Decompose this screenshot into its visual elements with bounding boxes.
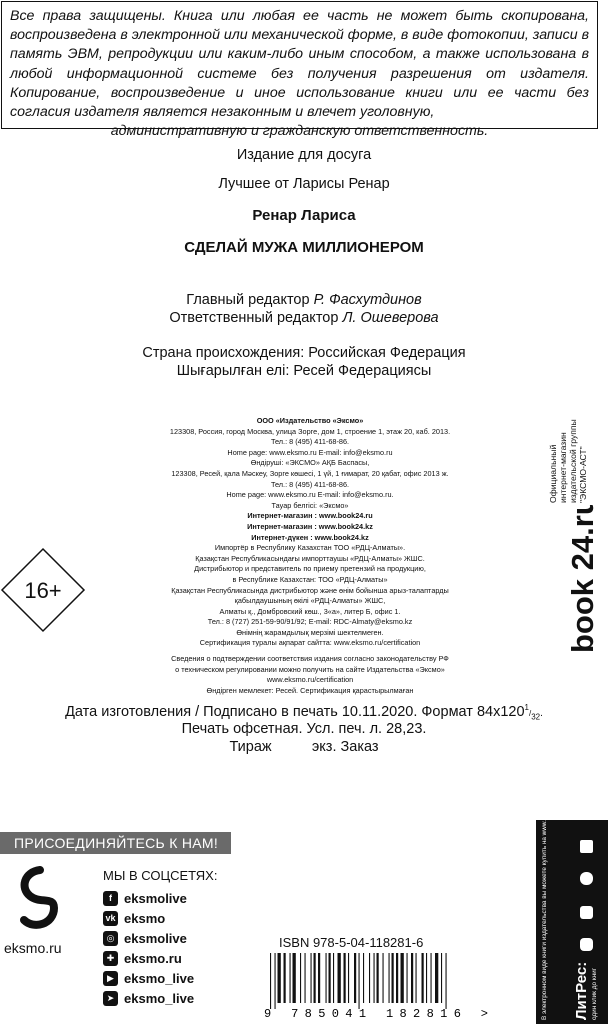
barcode-bar [359, 953, 360, 1009]
copyright-line: записи в память ЭВМ, репродукции или каким-либо иным способом, а также [10, 27, 589, 63]
publisher-imprint [110, 416, 510, 696]
social-handle: eksmo [124, 910, 166, 926]
imprint-line: Тел.: 8 (495) 411-68-86. [270, 437, 350, 447]
social-handle: eksmo_live [124, 990, 195, 1006]
barcode-bar [407, 953, 408, 1003]
barcode-bar [314, 953, 316, 1003]
barcode-bar [311, 953, 312, 1003]
barcode-bar [290, 953, 291, 1003]
store-icons [580, 840, 593, 951]
barcode-bar [326, 953, 327, 1003]
imprint-line: о техническом регулировании можно получить на сайте Издательства «Эксмо» [175, 664, 445, 674]
barcode-bar [401, 953, 404, 1003]
imprint-line: Интернет-магазин : www.book24.ru [247, 511, 373, 521]
instagram-icon: ◎ [103, 931, 118, 946]
copyright-line: административную и гражданскую ответственность. [110, 123, 489, 140]
social-link[interactable] [103, 950, 182, 966]
imprint-line: 123308, Россия, город Москва, улица Зорге, дом 1, строение 1, этаж 20, каб. 2013. [169, 426, 451, 436]
barcode-bar [270, 953, 271, 1009]
social-handle: eksmolive [124, 930, 187, 946]
barcode-bar [383, 953, 384, 1003]
imprint-line: Сведения о подтверждении соответствия издания согласно законодательству РФ [171, 654, 449, 664]
barcode [262, 953, 512, 1019]
print-line-3: Тираж экз. Заказ [229, 739, 379, 755]
imprint-line: в Республике Казахстан: ТОО «РДЦ-Алматы» [232, 574, 388, 584]
barcode-bar [348, 953, 349, 1003]
format-fraction-num: 1 [524, 703, 529, 712]
copyright-notice [1, 1, 598, 140]
print-line-2: Печать офсетная. Усл. печ. л. 28,23. [181, 721, 427, 737]
litres-brand: ЛитРес: [573, 961, 590, 1020]
barcode-bar [318, 953, 320, 1003]
book24-logo [555, 505, 605, 655]
barcode-bar [426, 953, 427, 1003]
ok-icon: ✚ [103, 951, 118, 966]
imprint-line: Өндірген мемлекет: Ресей. Сертификация қарастырылмаған [206, 685, 414, 695]
series-name: Лучшее от Ларисы Ренар [218, 176, 390, 192]
book-title: СДЕЛАЙ МУЖА МИЛЛИОНЕРОМ [184, 239, 424, 256]
copyright-line: Все права защищены. Книга или любая ее часть не может быть скопирована, [10, 8, 589, 24]
social-link[interactable] [103, 970, 194, 986]
side-line: интернет-магазин [558, 432, 568, 503]
chief-editor [0, 292, 608, 308]
litres-tagline: один клик до книг [591, 967, 598, 1020]
imprint-line: Home page: www.eksmo.ru E-mail: info@eksmo.ru [227, 447, 393, 457]
barcode-bar [411, 953, 413, 1003]
origin-ru: Страна происхождения: Российская Федерация [142, 345, 466, 361]
imprint-line: Импортёр в Республику Казахстан ТОО «РДЦ-Алматы». [214, 543, 406, 553]
social-link[interactable] [103, 930, 187, 946]
imprint-line: Қазақстан Республикасында дистрибьютор және өнім бойынша арыз-талаптарды [171, 585, 449, 595]
social-link[interactable] [103, 910, 165, 926]
responsible-editor [0, 310, 608, 326]
barcode-bar [344, 953, 346, 1003]
barcode-bar [278, 953, 281, 1003]
barcode-bar [363, 953, 364, 1003]
copyright-line: от издателя. Копирование, воспроизведение и иное использование книги или [10, 65, 589, 101]
chief-editor-name: Р. Фасхутдинов [313, 292, 422, 308]
side-line: Официальный [548, 444, 558, 503]
imprint-line: www.eksmo.ru/certification [266, 675, 354, 685]
barcode-bar [392, 953, 394, 1003]
barcode-bar [300, 953, 301, 1003]
chief-editor-label: Главный редактор [186, 292, 310, 308]
imprint-line: Интернет-дүкен : www.book24.kz [251, 532, 369, 542]
barcode-bar [305, 953, 306, 1003]
imprint-line: Алматы қ., Домбровский көш., 3«а», литер Б, офис 1. [219, 606, 401, 616]
barcode-bar [275, 953, 276, 1009]
imprint-line: ООО «Издательство «Эксмо» [256, 416, 364, 425]
copyright-line: воспроизведена в электронной или механической форме, в виде фотокопии, [10, 27, 529, 44]
imprint-line: Интернет-магазин : www.book24.kz [247, 521, 373, 531]
side-line: "ЭКСМО-АСТ" [578, 446, 588, 503]
eksmo-site[interactable]: eksmo.ru [4, 940, 62, 956]
responsible-editor-label: Ответственный редактор [169, 310, 339, 326]
responsible-editor-name: Л. Ошеверова [342, 310, 439, 326]
barcode-bar [416, 953, 417, 1003]
imprint-line: Өндіруші: «ЭКСМО» АҚБ Баспасы, [250, 458, 370, 468]
imprint-line: Тел.: 8 (495) 411-68-86. [270, 479, 350, 489]
barcode-bar [284, 953, 286, 1003]
imprint-line: Қазақстан Республикасындағы импорттаушы «РДЦ-Алматы» ЖШС. [195, 553, 425, 563]
barcode-bar [441, 953, 442, 1003]
join-us-banner: ПРИСОЕДИНЯЙТЕСЬ К НАМ! [0, 832, 231, 854]
author-name: Ренар Лариса [252, 207, 356, 224]
barcode-bar [389, 953, 390, 1003]
social-handle: eksmolive [124, 890, 187, 906]
litres-banner [536, 820, 608, 1024]
origin-kz: Шығарылған елі: Ресей Федерациясы [176, 363, 432, 379]
social-link[interactable] [103, 990, 194, 1006]
imprint-line: Сертификация туралы ақпарат сайтта: www.eksmo.ru/certification [199, 638, 421, 648]
telegram-icon: ➤ [103, 991, 118, 1006]
imprint-line: Тауар белгісі: «Эксмо» [271, 500, 349, 510]
copyright-line: использована в любой информационной системе без получения разрешения [10, 46, 589, 82]
imprint-line: қабылдаушының өкілі «РДЦ-Алматы» ЖШС, [234, 596, 386, 606]
print-date-format: Дата изготовления / Подписано в печать 10.11.2020. Формат $84x120^1/_{32}$. [65, 703, 543, 722]
print-line-1: Дата изготовления / Подписано в печать 10.11.2020. Формат 84x120 [65, 703, 525, 720]
barcode-bar [377, 953, 379, 1003]
imprint-line: 123308, Ресей, қала Мәскеу, Зорге көшесі, 1 үй, 1 ғимарат, 20 қабат, офис 2013 ж. [171, 468, 449, 478]
social-handle: eksmo_live [124, 970, 195, 986]
imprint-line: Өнімнің жарамдылық мерзімі шектелмеген. [236, 627, 384, 637]
barcode-bar [333, 953, 334, 1003]
litres-promo: В электронном виде книги издательства вы можете купить на www.litres.ru [541, 820, 548, 1020]
vk-icon: vk [103, 911, 118, 926]
age-rating-text: 16+ [24, 578, 62, 603]
social-handle: eksmo.ru [124, 950, 182, 966]
copyright-line: ее части без согласия издателя является незаконным и влечет уголовную, [10, 84, 589, 121]
barcode-bar [446, 953, 447, 1009]
barcode-bar [431, 953, 432, 1003]
imprint-line: Home page: www.eksmo.ru E-mail: info@eksmo.ru. [226, 490, 394, 500]
social-label: МЫ В СОЦСЕТЯХ: [103, 868, 218, 883]
barcode-bar [369, 953, 370, 1003]
barcode-bar [293, 953, 296, 1003]
book24-text: book 24.ru [565, 505, 600, 653]
age-rating-badge [0, 547, 86, 633]
barcode-bar [354, 953, 356, 1003]
official-shop-caption [546, 405, 596, 505]
barcode-bar [374, 953, 375, 1003]
barcode-bar [329, 953, 331, 1003]
barcode-bar [338, 953, 341, 1003]
facebook-icon: f [103, 891, 118, 906]
social-link[interactable] [103, 890, 187, 906]
barcode-digits: 9 785041 182816 > [264, 1007, 488, 1019]
barcode-bar [435, 953, 438, 1003]
barcode-bar [422, 953, 424, 1003]
imprint-line: Тел.: 8 (727) 251-59-90/91/92; E-mail: RDC-Almaty@eksmo.kz [207, 617, 413, 627]
eksmo-logo-icon [14, 866, 66, 936]
barcode-bar [396, 953, 398, 1003]
side-line: издательской группы [568, 419, 578, 503]
isbn-text: ISBN 978-5-04-118281-6 [279, 935, 424, 950]
youtube-icon: ▶ [103, 971, 118, 986]
format-fraction-den: 32 [531, 712, 541, 722]
imprint-line: Дистрибьютор и представитель по приему претензий на продукцию, [194, 564, 426, 574]
edition-type: Издание для досуга [236, 147, 372, 163]
